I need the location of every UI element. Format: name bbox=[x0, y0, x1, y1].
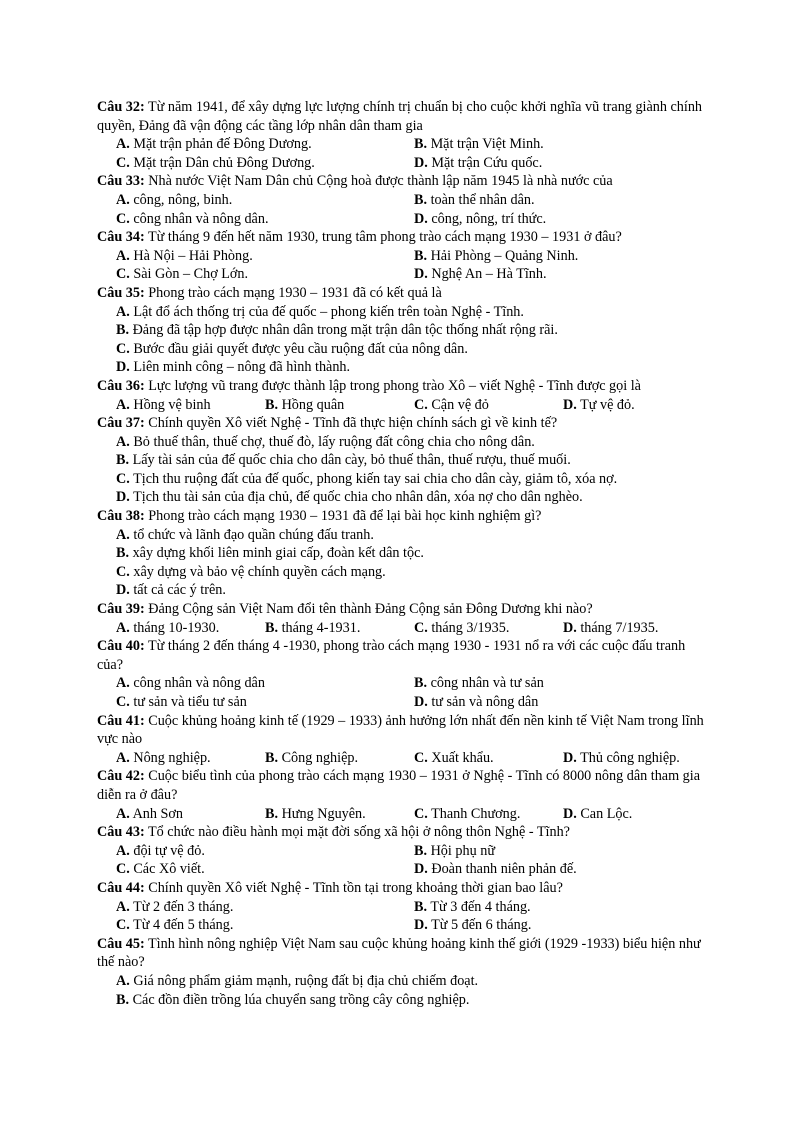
option-letter: C. bbox=[116, 210, 130, 227]
answer-option[interactable] bbox=[265, 619, 414, 638]
option-letter: B. bbox=[116, 452, 130, 469]
question-stem: Từ năm 1941, để xây dựng lực lượng chính trị chuẩn bị cho cuộc khởi nghĩa vũ trang giành chính quyền, Đảng đã vận động các tầng lớp nhân dân tham gia bbox=[97, 99, 703, 134]
answer-option[interactable] bbox=[414, 916, 712, 935]
question-number: Câu 45: bbox=[97, 935, 145, 952]
question-number: Câu 36: bbox=[97, 377, 145, 394]
option-text: Hưng Nguyên. bbox=[281, 805, 366, 822]
question-number: Câu 33: bbox=[97, 173, 145, 190]
options-row bbox=[97, 210, 712, 229]
option-text: tất cả các ý trên. bbox=[133, 582, 226, 599]
question-number: Câu 40: bbox=[97, 638, 145, 655]
option-text: tháng 3/1935. bbox=[431, 619, 510, 636]
question-number: Câu 37: bbox=[97, 415, 145, 432]
option-letter: C. bbox=[116, 340, 130, 357]
answer-option[interactable] bbox=[116, 674, 414, 693]
option-letter: D. bbox=[116, 582, 130, 599]
option-text: Thủ công nghiệp. bbox=[580, 749, 680, 766]
option-letter: A. bbox=[116, 675, 130, 692]
answer-option[interactable] bbox=[116, 358, 350, 377]
option-letter: A. bbox=[116, 247, 130, 264]
question-text bbox=[97, 507, 712, 526]
option-letter: D. bbox=[563, 619, 577, 636]
question-text bbox=[97, 414, 712, 433]
question-35 bbox=[97, 284, 712, 377]
option-text: tháng 7/1935. bbox=[580, 619, 659, 636]
options-row bbox=[97, 265, 712, 284]
question-number: Câu 32: bbox=[97, 99, 145, 115]
answer-option[interactable] bbox=[116, 451, 571, 470]
option-text: Từ 2 đến 3 tháng. bbox=[133, 898, 234, 915]
answer-option[interactable] bbox=[116, 563, 386, 582]
option-letter: D. bbox=[414, 861, 428, 878]
question-text bbox=[97, 767, 712, 804]
option-text: Tịch thu ruộng đất của đế quốc, phong kiến tay sai chia cho dân cày, giảm tô, xóa nợ. bbox=[133, 470, 618, 487]
option-letter: C. bbox=[116, 266, 130, 283]
options-row bbox=[97, 321, 712, 340]
option-text: Hà Nội – Hải Phòng. bbox=[133, 247, 253, 264]
option-text: Các đồn điền trồng lúa chuyển sang trồng cây công nghiệp. bbox=[132, 991, 470, 1008]
option-text: Tự vệ đỏ. bbox=[580, 396, 635, 413]
option-text: Đoàn thanh niên phản đế. bbox=[431, 861, 577, 878]
options-row bbox=[97, 898, 712, 917]
option-text: Thanh Chương. bbox=[431, 805, 521, 822]
option-letter: A. bbox=[116, 396, 130, 413]
answer-option[interactable] bbox=[265, 749, 414, 768]
option-letter: D. bbox=[414, 154, 428, 171]
option-text: Lật đổ ách thống trị của đế quốc – phong kiến trên toàn Nghệ - Tĩnh. bbox=[133, 303, 524, 320]
option-letter: B. bbox=[265, 749, 279, 766]
option-letter: C. bbox=[116, 917, 130, 934]
option-text: đội tự vệ đỏ. bbox=[133, 842, 205, 859]
option-letter: C. bbox=[116, 470, 130, 487]
answer-option[interactable] bbox=[116, 916, 414, 935]
options-row bbox=[97, 488, 712, 507]
answer-option[interactable] bbox=[414, 247, 712, 266]
question-text bbox=[97, 172, 712, 191]
option-letter: A. bbox=[116, 842, 130, 859]
option-letter: C. bbox=[414, 619, 428, 636]
answer-option[interactable] bbox=[116, 805, 265, 824]
answer-option[interactable] bbox=[414, 154, 712, 173]
option-text: công nhân và nông dân. bbox=[133, 210, 269, 227]
answer-option[interactable] bbox=[414, 749, 563, 768]
option-letter: D. bbox=[116, 359, 130, 376]
option-letter: A. bbox=[116, 972, 130, 989]
answer-option[interactable] bbox=[563, 396, 712, 415]
option-text: Từ 5 đến 6 tháng. bbox=[431, 917, 532, 934]
option-text: Từ 4 đến 5 tháng. bbox=[133, 917, 234, 934]
answer-option[interactable] bbox=[414, 619, 563, 638]
question-text bbox=[97, 377, 712, 396]
answer-option[interactable] bbox=[563, 749, 712, 768]
option-text: Anh Sơn bbox=[132, 805, 184, 822]
options-row bbox=[97, 805, 712, 824]
question-stem: Từ tháng 9 đến hết năm 1930, trung tâm phong trào cách mạng 1930 – 1931 ở đâu? bbox=[148, 229, 622, 246]
options-row bbox=[97, 303, 712, 322]
answer-option[interactable] bbox=[414, 842, 712, 861]
option-letter: C. bbox=[414, 805, 428, 822]
option-text: toàn thể nhân dân. bbox=[430, 191, 535, 208]
option-text: Hải Phòng – Quảng Ninh. bbox=[430, 247, 579, 264]
options-row bbox=[97, 972, 712, 991]
option-text: Bước đầu giải quyết được yêu cầu ruộng đất của nông dân. bbox=[133, 340, 468, 357]
answer-option[interactable] bbox=[116, 544, 424, 563]
option-text: tháng 10-1930. bbox=[133, 619, 220, 636]
answer-option[interactable] bbox=[116, 191, 414, 210]
option-letter: A. bbox=[116, 191, 130, 208]
question-stem: Lực lượng vũ trang được thành lập trong phong trào Xô – viết Nghệ - Tĩnh được gọi là bbox=[148, 377, 641, 394]
option-letter: B. bbox=[414, 191, 428, 208]
question-text bbox=[97, 637, 712, 674]
answer-option[interactable] bbox=[116, 470, 617, 489]
answer-option[interactable] bbox=[116, 265, 414, 284]
options-row bbox=[97, 433, 712, 452]
option-text: Xuất khẩu. bbox=[431, 749, 494, 766]
answer-option[interactable] bbox=[116, 991, 469, 1010]
option-letter: B. bbox=[116, 991, 130, 1008]
option-letter: D. bbox=[563, 396, 577, 413]
option-text: Can Lộc. bbox=[580, 805, 633, 822]
options-row bbox=[97, 396, 712, 415]
question-text bbox=[97, 228, 712, 247]
options-row bbox=[97, 526, 712, 545]
question-41 bbox=[97, 712, 712, 768]
answer-option[interactable] bbox=[116, 972, 478, 991]
option-letter: B. bbox=[414, 136, 428, 153]
option-letter: D. bbox=[116, 489, 130, 506]
answer-option[interactable] bbox=[116, 526, 374, 545]
answer-option[interactable] bbox=[414, 191, 712, 210]
answer-option[interactable] bbox=[414, 693, 712, 712]
option-letter: D. bbox=[563, 749, 577, 766]
question-stem: Đảng Cộng sản Việt Nam đổi tên thành Đảng Cộng sản Đông Dương khi nào? bbox=[148, 601, 593, 618]
option-letter: D. bbox=[414, 694, 428, 710]
option-letter: A. bbox=[116, 619, 130, 636]
options-row bbox=[97, 581, 712, 600]
option-text: xây dựng khối liên minh giai cấp, đoàn kết dân tộc. bbox=[132, 545, 424, 562]
option-text: tháng 4-1931. bbox=[281, 619, 361, 636]
option-text: tư sản và nông dân bbox=[431, 694, 539, 710]
option-letter: B. bbox=[265, 396, 279, 413]
answer-option[interactable] bbox=[116, 842, 414, 861]
option-letter: D. bbox=[414, 917, 428, 934]
question-stem: Tổ chức nào điều hành mọi mặt đời sống xã hội ở nông thôn Nghệ - Tĩnh? bbox=[148, 824, 570, 841]
options-row bbox=[97, 135, 712, 154]
option-letter: C. bbox=[414, 749, 428, 766]
question-text bbox=[97, 823, 712, 842]
option-letter: B. bbox=[116, 322, 130, 339]
option-text: Công nghiệp. bbox=[281, 749, 359, 766]
option-text: công nhân và tư sản bbox=[430, 675, 544, 692]
answer-option[interactable] bbox=[414, 265, 712, 284]
option-letter: C. bbox=[116, 694, 130, 710]
question-40 bbox=[97, 637, 712, 711]
options-row bbox=[97, 191, 712, 210]
options-row bbox=[97, 749, 712, 768]
option-text: công, nông, trí thức. bbox=[431, 210, 547, 227]
question-38 bbox=[97, 507, 712, 600]
option-letter: D. bbox=[414, 210, 428, 227]
option-text: Tịch thu tài sản của địa chủ, đế quốc chia cho nhân dân, xóa nợ cho dân nghèo. bbox=[133, 489, 583, 506]
answer-option[interactable] bbox=[116, 340, 468, 359]
option-text: Bỏ thuế thân, thuế chợ, thuế đò, lấy ruộng đất công chia cho nông dân. bbox=[133, 433, 535, 450]
option-text: Nghệ An – Hà Tĩnh. bbox=[431, 266, 547, 283]
option-text: Mặt trận Dân chủ Đông Dương. bbox=[133, 154, 315, 171]
question-42 bbox=[97, 767, 712, 823]
question-number: Câu 34: bbox=[97, 229, 145, 246]
question-stem: Tình hình nông nghiệp Việt Nam sau cuộc khủng hoảng kinh thế giới (1929 -1933) biểu hiện như thế nào? bbox=[97, 935, 701, 971]
question-text bbox=[97, 284, 712, 303]
option-text: công nhân và nông dân bbox=[133, 675, 265, 692]
answer-option[interactable] bbox=[265, 396, 414, 415]
question-text bbox=[97, 935, 712, 972]
option-letter: C. bbox=[116, 861, 130, 878]
answer-option[interactable] bbox=[414, 898, 712, 917]
options-row bbox=[97, 842, 712, 861]
option-letter: A. bbox=[116, 303, 130, 320]
question-36 bbox=[97, 377, 712, 414]
options-row bbox=[97, 154, 712, 173]
option-text: Các Xô viết. bbox=[133, 861, 205, 878]
option-text: Giá nông phẩm giảm mạnh, ruộng đất bị địa chủ chiếm đoạt. bbox=[133, 972, 479, 989]
answer-option[interactable] bbox=[116, 154, 414, 173]
option-text: Hồng vệ binh bbox=[133, 396, 211, 413]
option-letter: D. bbox=[414, 266, 428, 283]
options-row bbox=[97, 860, 712, 879]
options-row bbox=[97, 991, 712, 1010]
answer-option[interactable] bbox=[116, 693, 414, 712]
options-row bbox=[97, 544, 712, 563]
option-text: tổ chức và lãnh đạo quần chúng đấu tranh. bbox=[133, 526, 374, 543]
option-text: Cận vệ đỏ bbox=[431, 396, 489, 413]
answer-option[interactable] bbox=[265, 805, 414, 824]
answer-option[interactable] bbox=[116, 433, 535, 452]
question-number: Câu 43: bbox=[97, 824, 145, 841]
options-row bbox=[97, 358, 712, 377]
question-stem: Nhà nước Việt Nam Dân chủ Cộng hoà được thành lập năm 1945 là nhà nước của bbox=[148, 173, 613, 190]
question-stem: Phong trào cách mạng 1930 – 1931 đã để lại bài học kinh nghiệm gì? bbox=[148, 508, 542, 525]
option-text: Mặt trận phản đế Đông Dương. bbox=[133, 136, 312, 153]
answer-option[interactable] bbox=[116, 619, 265, 638]
options-row bbox=[97, 674, 712, 693]
option-letter: A. bbox=[116, 136, 130, 153]
option-text: xây dựng và bảo vệ chính quyền cách mạng. bbox=[133, 563, 386, 580]
options-row bbox=[97, 470, 712, 489]
question-stem: Chính quyền Xô viết Nghệ - Tĩnh đã thực hiện chính sách gì về kinh tế? bbox=[148, 415, 558, 432]
option-text: Mặt trận Việt Minh. bbox=[430, 136, 544, 153]
question-stem: Cuộc biểu tình của phong trào cách mạng 1930 – 1931 ở Nghệ - Tĩnh có 8000 nông dân tham gia diễn ra ở đâu? bbox=[97, 768, 701, 803]
option-letter: C. bbox=[116, 154, 130, 171]
options-row bbox=[97, 247, 712, 266]
question-number: Câu 44: bbox=[97, 879, 145, 896]
question-number: Câu 38: bbox=[97, 508, 145, 525]
option-letter: B. bbox=[116, 545, 130, 562]
option-text: Nông nghiệp. bbox=[133, 749, 211, 766]
options-row bbox=[97, 340, 712, 359]
question-45 bbox=[97, 935, 712, 1009]
option-letter: B. bbox=[265, 805, 279, 822]
option-letter: A. bbox=[116, 749, 130, 766]
question-43 bbox=[97, 823, 712, 879]
answer-option[interactable] bbox=[116, 581, 226, 600]
option-text: công, nông, binh. bbox=[133, 191, 233, 208]
answer-option[interactable] bbox=[414, 860, 712, 879]
answer-option[interactable] bbox=[116, 303, 524, 322]
question-text bbox=[97, 712, 712, 749]
option-letter: A. bbox=[116, 526, 130, 543]
option-letter: D. bbox=[563, 805, 577, 822]
option-letter: A. bbox=[116, 805, 130, 822]
answer-option[interactable] bbox=[116, 210, 414, 229]
answer-option[interactable] bbox=[414, 396, 563, 415]
question-39 bbox=[97, 600, 712, 637]
question-37 bbox=[97, 414, 712, 507]
answer-option[interactable] bbox=[116, 247, 414, 266]
options-row bbox=[97, 693, 712, 712]
option-text: Đảng đã tập hợp được nhân dân trong mặt trận dân tộc thống nhất rộng rãi. bbox=[132, 322, 558, 339]
options-row bbox=[97, 451, 712, 470]
question-33 bbox=[97, 172, 712, 228]
option-letter: C. bbox=[116, 563, 130, 580]
option-letter: B. bbox=[414, 842, 428, 859]
answer-option[interactable] bbox=[116, 135, 414, 154]
answer-option[interactable] bbox=[116, 860, 414, 879]
answer-option[interactable] bbox=[116, 898, 414, 917]
question-32 bbox=[97, 98, 712, 172]
option-text: Sài Gòn – Chợ Lớn. bbox=[133, 266, 249, 283]
answer-option[interactable] bbox=[116, 749, 265, 768]
answer-option[interactable] bbox=[414, 210, 712, 229]
option-letter: B. bbox=[265, 619, 279, 636]
question-stem: Phong trào cách mạng 1930 – 1931 đã có kết quả là bbox=[148, 284, 442, 301]
option-text: tư sản và tiểu tư sản bbox=[133, 694, 247, 710]
option-letter: A. bbox=[116, 898, 130, 915]
question-number: Câu 35: bbox=[97, 284, 145, 301]
option-text: Mặt trận Cứu quốc. bbox=[431, 154, 543, 171]
question-number: Câu 42: bbox=[97, 768, 145, 785]
options-row bbox=[97, 916, 712, 935]
option-text: Lấy tài sản của đế quốc chia cho dân cày, bỏ thuế thân, thuế rượu, thuế muối. bbox=[132, 452, 571, 469]
question-stem: Chính quyền Xô viết Nghệ - Tĩnh tồn tại trong khoảng thời gian bao lâu? bbox=[148, 879, 563, 896]
question-stem: Từ tháng 2 đến tháng 4 -1930, phong trào cách mạng 1930 - 1931 nổ ra với các cuộc đấu tranh của? bbox=[97, 638, 686, 673]
option-text: Từ 3 đến 4 tháng. bbox=[430, 898, 531, 915]
option-text: Hội phụ nữ bbox=[430, 842, 496, 859]
question-34 bbox=[97, 228, 712, 284]
option-letter: B. bbox=[414, 247, 428, 264]
option-text: Hồng quân bbox=[281, 396, 345, 413]
option-letter: C. bbox=[414, 396, 428, 413]
answer-option[interactable] bbox=[414, 674, 712, 693]
question-44 bbox=[97, 879, 712, 935]
answer-option[interactable] bbox=[116, 321, 558, 340]
question-text bbox=[97, 879, 712, 898]
option-letter: B. bbox=[414, 898, 428, 915]
option-letter: A. bbox=[116, 433, 130, 450]
question-number: Câu 39: bbox=[97, 601, 145, 618]
answer-option[interactable] bbox=[414, 805, 563, 824]
question-text bbox=[97, 98, 712, 135]
options-row bbox=[97, 563, 712, 582]
option-text: Liên minh công – nông đã hình thành. bbox=[133, 359, 351, 376]
answer-option[interactable] bbox=[563, 805, 712, 824]
answer-option[interactable] bbox=[563, 619, 712, 638]
answer-option[interactable] bbox=[414, 135, 712, 154]
options-row bbox=[97, 619, 712, 638]
question-text bbox=[97, 600, 712, 619]
question-number: Câu 41: bbox=[97, 712, 145, 729]
option-letter: B. bbox=[414, 675, 428, 692]
answer-option[interactable] bbox=[116, 488, 583, 507]
answer-option[interactable] bbox=[116, 396, 265, 415]
question-stem: Cuộc khủng hoảng kinh tế (1929 – 1933) ảnh hưởng lớn nhất đến nền kinh tế Việt Nam trong lĩnh vực nào bbox=[97, 712, 704, 748]
